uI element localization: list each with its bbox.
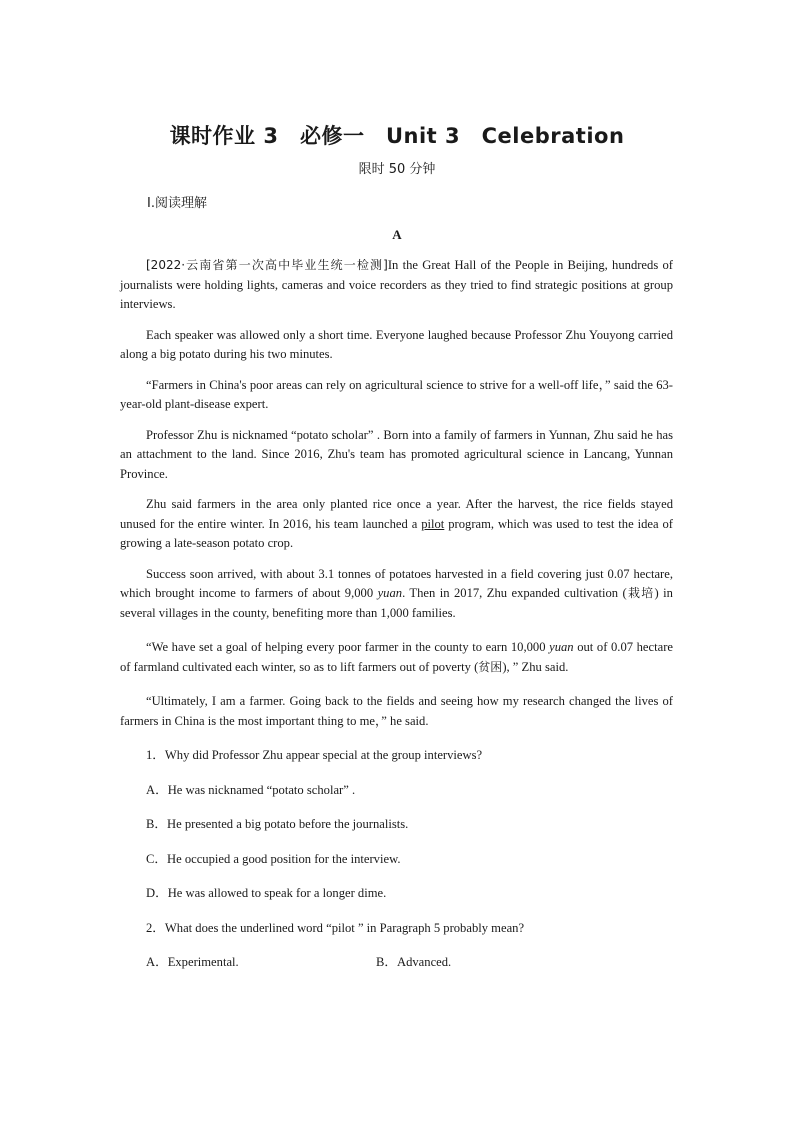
question-2-stem: 2．What does the underlined word “pilot ” in Paragraph 5 probably mean? <box>146 920 525 935</box>
page-title: 课时作业 3 必修一 Unit 3 Celebration <box>169 124 625 148</box>
paragraph-2: Each speaker was allowed only a short time. Everyone laughed because Professor Zhu Youyong carried along a big potato during his two minutes. <box>120 327 673 361</box>
paragraph-5-text-b: program, which was used to test the idea of growing a late-season potato crop. <box>120 516 673 550</box>
paragraph-6-text-c: ) in several villages in the county, benefiting more than 1,000 families. <box>120 586 673 620</box>
paragraph-7 <box>120 638 673 677</box>
paragraph-8: “Ultimately, I am a farmer. Going back to the fields and seeing how my research changed the lives of farmers in China is the most important thing to me，” he said. <box>120 694 673 728</box>
paragraph-6 <box>120 565 673 624</box>
question-1-option-a: A．He was nicknamed “potato scholar” . <box>146 782 356 797</box>
passage-body <box>120 256 673 973</box>
paragraph-1 <box>120 256 673 315</box>
question-1-option-d: D．He was allowed to speak for a longer dime. <box>146 886 387 900</box>
question-1-stem: 1．Why did Professor Zhu appear special at the group interviews? <box>146 748 483 762</box>
paragraph-5-text-a: Zhu said farmers in the area only planted rice once a year. After the harvest, the rice fields stayed unused for the entire winter. In 2016, his team launched a <box>120 497 673 531</box>
italic-yuan: yuan <box>549 640 574 654</box>
paragraph-6-text-a: Success soon arrived, with about 3.1 tonnes of potatoes harvested in a field covering just 0.07 hectare, which brought income to farmers of about 9,000 <box>120 566 673 600</box>
source-citation: [2022·云南省第一次高中毕业生统一检测] <box>146 258 388 272</box>
italic-yuan: yuan <box>377 586 403 600</box>
time-limit: 限时 50 分钟 <box>358 162 436 177</box>
paragraph-7-text-c: ), ” Zhu said. <box>502 659 569 674</box>
question-2-option-a: A．Experimental. <box>146 955 239 969</box>
gloss-cultivation: 栽培 <box>626 586 655 600</box>
question-2-options <box>120 953 673 973</box>
underlined-word: pilot <box>421 516 445 531</box>
paragraph-4: Professor Zhu is nicknamed “potato scholar” . Born into a family of farmers in Yunnan, Zhu said he has an attachment to the land. Since 2016, Zhu's team has promoted agricultural science in Lancang, Yunnan Province. <box>120 427 673 481</box>
paragraph-7-text-b: out of 0.07 hectare of farmland cultivated each winter, so as to lift farmers out of poverty ( <box>120 640 673 674</box>
gloss-poverty: 贫困 <box>478 659 503 674</box>
paragraph-1-text: In the Great Hall of the People in Beijing, hundreds of journalists were holding lights, cameras and voice recorders as they tried to find strategic positions at group interviews. <box>120 258 673 311</box>
question-1-option-b: B．He presented a big potato before the journalists. <box>146 817 409 831</box>
paragraph-5 <box>120 495 673 554</box>
question-1-option-c: C．He occupied a good position for the interview. <box>146 851 401 866</box>
paragraph-6-text-b: . Then in 2017, Zhu expanded cultivation ( <box>402 586 627 600</box>
section-heading: Ⅰ.阅读理解 <box>147 196 207 211</box>
paragraph-7-text-a: “We have set a goal of helping every poor farmer in the county to earn 10,000 <box>146 640 550 654</box>
passage-label: A <box>392 227 402 242</box>
paragraph-3: “Farmers in China's poor areas can rely on agricultural science to strive for a well-off life，” said the 63-year-old plant-disease expert. <box>120 377 673 411</box>
question-2-option-b: B．Advanced. <box>376 955 452 969</box>
